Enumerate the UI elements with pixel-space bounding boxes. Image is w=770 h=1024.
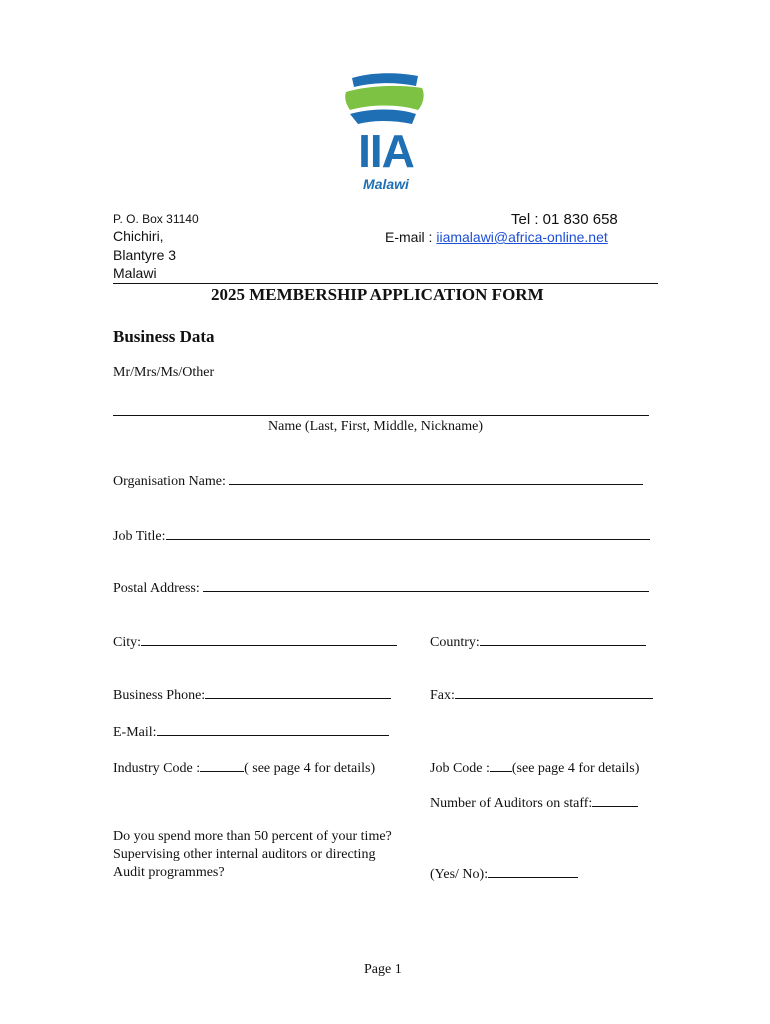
email-label: E-mail : xyxy=(385,229,437,245)
fax-label: Fax: xyxy=(430,688,455,703)
job-title-row xyxy=(113,527,650,545)
salutation-label: Mr/Mrs/Ms/Other xyxy=(113,365,215,380)
form-title: 2025 MEMBERSHIP APPLICATION FORM xyxy=(211,285,544,304)
address-line-2: Blantyre 3 xyxy=(113,247,177,263)
country-input[interactable] xyxy=(480,633,646,646)
industry-code-note: ( see page 4 for details) xyxy=(244,761,376,776)
business-phone-input[interactable] xyxy=(205,686,391,699)
organisation-row xyxy=(113,472,643,490)
section-heading: Business Data xyxy=(113,327,215,346)
industry-code-input[interactable] xyxy=(200,759,244,772)
supervision-question-line-2: Supervising other internal auditors or directing xyxy=(113,847,376,862)
postal-address-input[interactable] xyxy=(203,579,649,592)
industry-code-label: Industry Code : xyxy=(113,761,201,776)
auditors-input[interactable] xyxy=(592,794,638,807)
job-code-note: (see page 4 for details) xyxy=(511,761,640,776)
yes-no-label: (Yes/ No): xyxy=(430,867,489,882)
yes-no-input[interactable] xyxy=(488,865,578,878)
city-input[interactable] xyxy=(141,633,397,646)
supervision-question-line-3: Audit programmes? xyxy=(113,865,225,880)
name-input-line[interactable] xyxy=(113,401,649,416)
city-label: City: xyxy=(113,635,142,650)
email-link[interactable]: iiamalawi@africa-online.net xyxy=(436,229,608,245)
logo-text: IIA xyxy=(358,125,414,177)
name-caption: Name (Last, First, Middle, Nickname) xyxy=(268,419,484,434)
postal-address-label: Postal Address: xyxy=(113,581,204,596)
job-code-label: Job Code : xyxy=(430,761,490,776)
email-line xyxy=(385,229,608,245)
business-phone-label: Business Phone: xyxy=(113,688,206,703)
po-box: P. O. Box 31140 xyxy=(113,212,199,226)
email-field-input[interactable] xyxy=(157,723,389,736)
email-field-label: E-Mail: xyxy=(113,725,157,740)
auditors-row xyxy=(430,794,638,812)
country-label: Country: xyxy=(430,635,480,650)
organisation-label: Organisation Name: xyxy=(113,474,230,489)
job-title-input[interactable] xyxy=(166,527,650,540)
job-code-input[interactable] xyxy=(490,759,512,772)
organisation-input[interactable] xyxy=(229,472,643,485)
job-code-row xyxy=(430,759,639,777)
fax-row xyxy=(430,686,653,704)
header-divider xyxy=(113,283,658,284)
job-title-label: Job Title: xyxy=(113,529,166,544)
telephone: Tel : 01 830 658 xyxy=(511,211,618,228)
auditors-label: Number of Auditors on staff: xyxy=(430,796,593,811)
industry-code-row xyxy=(113,759,375,777)
email-field-row xyxy=(113,723,389,741)
page-number: Page 1 xyxy=(364,962,402,977)
globe-swoosh-icon xyxy=(336,70,436,130)
iia-malawi-logo xyxy=(336,70,436,195)
country-row xyxy=(430,633,646,651)
supervision-question-line-1: Do you spend more than 50 percent of your time? xyxy=(113,829,392,844)
city-row xyxy=(113,633,397,651)
address-line-3: Malawi xyxy=(113,265,157,281)
fax-input[interactable] xyxy=(455,686,653,699)
business-phone-row xyxy=(113,686,391,704)
postal-address-row xyxy=(113,579,649,597)
logo-subtext: Malawi xyxy=(363,176,409,192)
yes-no-row xyxy=(430,865,578,883)
address-line-1: Chichiri, xyxy=(113,228,164,244)
